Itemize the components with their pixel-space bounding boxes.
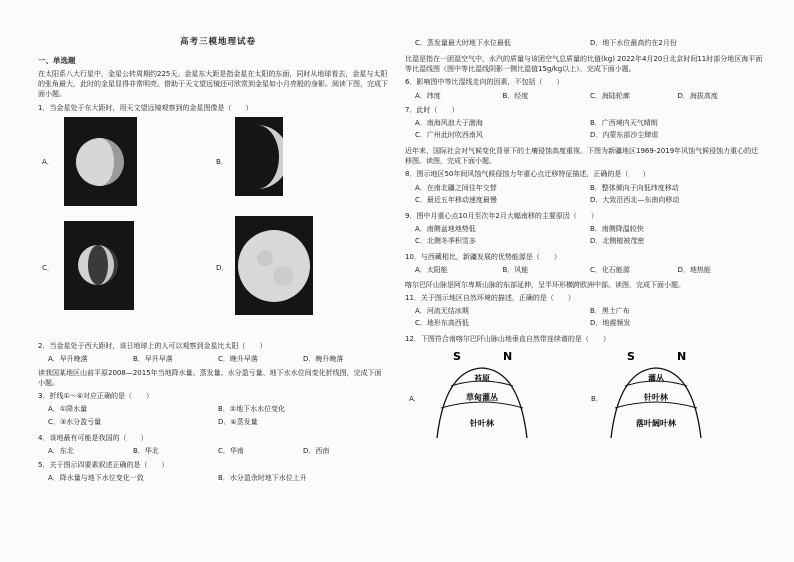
option: A．太阳能 <box>415 266 448 275</box>
option: D．西南 <box>303 446 330 455</box>
option: D．地热能 <box>677 266 711 275</box>
zone-label: 落叶阔叶林 <box>636 419 676 429</box>
option: A．南海风浪大于渤海 <box>415 118 483 127</box>
intro-passage-2: 读我国某地区山前平原2008—2015年当地降水量、蒸发量、水分盈亏量、地下水水位间变化折线图，完成下面小题。 <box>38 369 382 388</box>
left-column <box>38 36 388 489</box>
question-10-options <box>415 265 765 275</box>
option: C．北侧冬季积雪多 <box>415 237 476 246</box>
option-d-label: D． <box>216 263 229 272</box>
zone-label: 苔原 <box>474 374 490 384</box>
option: B．南侧降温较快 <box>590 224 644 233</box>
venus-image-b <box>235 117 283 196</box>
option-b-label: B． <box>591 395 603 404</box>
question-7: 7．此时（ ） <box>405 105 459 114</box>
option: D．地震频发 <box>590 318 631 327</box>
question-6-options <box>415 91 765 101</box>
north-label: N <box>503 350 513 364</box>
question-4: 4．该地最有可能是我国的（ ） <box>38 433 148 442</box>
intro-passage-1: 在太阳系八大行星中，金星公转周期约225天。金星东大距是指金星在太阳的东面，同时从地球看去，金星与太阳的张角最大，此时的金星显得非常明亮。借助于天文望远镜还可欣赏到金星如小月亮般的身影。阅读下图，完成下面小题。 <box>38 70 388 99</box>
question-5: 5．关于图示四要素叙述正确的是（ ） <box>38 461 169 470</box>
option: B．黑土广布 <box>590 306 630 315</box>
option: D．地下水位最高约在2月份 <box>590 39 677 47</box>
venus-image-a <box>64 117 137 206</box>
option: B．经度 <box>502 91 529 100</box>
option-b-label: B． <box>216 157 228 166</box>
option: D．晚升晚落 <box>303 354 344 363</box>
intro-passage-3: 比湿是指在一团湿空气中，水汽的质量与该团空气总质量的比值(kg) 2022年4月20日北京时间11时部分地区海平面等比湿线图（图中等比湿线阴影一侧比湿值15g/kg以上），完成下面小题。 <box>405 55 763 74</box>
question-12: 12．下图符合南喀尔巴阡山脉山地垂直自然带连续谱的是（ ） <box>405 335 610 344</box>
question-3-options <box>48 404 388 428</box>
option: C．晚升早落 <box>218 354 258 363</box>
venus-image-d <box>235 216 313 315</box>
option: C．华南 <box>218 446 244 455</box>
question-5-options-cont <box>415 38 765 50</box>
page-title: 高考三模地理试卷 <box>179 37 256 47</box>
north-label: N <box>677 350 687 364</box>
option: C．蒸发量最大时地下水位最低 <box>415 39 511 47</box>
option: A．在南北疆之间往年交替 <box>415 183 497 192</box>
option: A．南侧盆地地势低 <box>415 224 476 233</box>
option: B．广西境内天气晴朗 <box>590 118 658 127</box>
zone-label: 针叶林 <box>470 419 494 429</box>
option: A．纬度 <box>415 91 441 100</box>
question-1: 1．当金星处于东大距时，用天文望远镜观察到的金星图像是（ ） <box>38 103 253 112</box>
option: D．大致沿西北—东南向移动 <box>590 195 680 204</box>
question-11-options <box>415 306 765 330</box>
question-11: 11．关于图示地区自然环境的描述，正确的是（ ） <box>405 293 575 302</box>
option: A．河流无结冰期 <box>415 306 469 315</box>
intro-passage-4: 近年来，国际社会对气候变化背景下的土壤侵蚀高度重视。下图为新疆地区1969-2019年风蚀气候侵蚀力重心的迁移图。读图，完成下面小题。 <box>405 147 759 166</box>
question-8: 8．图示地区50年间风蚀气候侵蚀力年重心点迁移特征描述，正确的是（ ） <box>405 170 650 179</box>
question-2: 2．当金星处于西大距时，该日地球上的人可以观察到金星比太阳（ ） <box>38 341 267 350</box>
question-3: 3．折线①～④对应正确的是（ ） <box>38 392 154 401</box>
zone-label: 灌丛 <box>648 374 664 384</box>
option: B．早升早落 <box>133 354 173 363</box>
option: C．最近五年移动速度最慢 <box>415 195 497 204</box>
option: B．风能 <box>502 266 529 275</box>
option-a-label: A． <box>42 157 54 166</box>
option: D．北侧植被茂密 <box>590 237 645 246</box>
option: C．地形东高西低 <box>415 318 469 327</box>
option: B．②地下水水位变化 <box>218 405 286 414</box>
question-6: 6．影响图中等比湿线走向的因素，不包括（ ） <box>405 78 564 87</box>
venus-image-c <box>64 221 134 310</box>
mountain-diagram-b <box>601 350 711 442</box>
option: C．广州此时吹西南风 <box>415 130 483 139</box>
option: B．整体倾向于向低纬度移动 <box>590 183 679 192</box>
question-2-options <box>48 354 388 364</box>
question-7-options <box>415 118 765 142</box>
right-column <box>405 38 765 445</box>
zone-label: 草甸灌丛 <box>466 393 498 403</box>
intro-passage-5: 喀尔巴阡山脉是阿尔卑斯山脉的东部延伸，呈半环形横跨欧洲中部。读图，完成下面小题。 <box>405 280 685 289</box>
option: B．华北 <box>133 446 159 455</box>
zone-label: 针叶林 <box>644 393 668 403</box>
option-a-label: A． <box>409 395 421 404</box>
mountain-diagram-a <box>427 350 537 442</box>
section-heading: 一、单选题 <box>38 56 76 66</box>
south-label: S <box>453 350 461 364</box>
option: A．东北 <box>48 446 74 455</box>
vertical-zone-diagrams <box>405 350 765 445</box>
option: A．①降水量 <box>48 405 88 414</box>
option: C．③水分盈亏量 <box>48 417 102 426</box>
option-c-label: C． <box>42 263 54 272</box>
question-5-options <box>48 473 388 485</box>
option: C．化石能源 <box>590 266 630 275</box>
venus-images <box>38 117 388 335</box>
question-9: 9．图中月重心点10月至次年2月大幅南移的主要原因（ ） <box>405 211 598 220</box>
option: D．内蒙东部沙尘肆虐 <box>590 130 659 139</box>
south-label: S <box>627 350 635 364</box>
question-8-options <box>415 183 765 207</box>
option: B．水分盈余时地下水位上升 <box>218 474 307 483</box>
option: D．海拔高度 <box>677 91 718 100</box>
question-4-options <box>48 446 388 456</box>
option: D．④蒸发量 <box>218 417 258 426</box>
option: A．早升晚落 <box>48 354 88 363</box>
question-10: 10．与西藏相比，新疆发展的优势能源是（ ） <box>405 253 561 262</box>
option: C．海陆轮廓 <box>590 91 630 100</box>
option: A．降水量与地下水位变化一致 <box>48 474 144 483</box>
question-9-options <box>415 224 765 248</box>
